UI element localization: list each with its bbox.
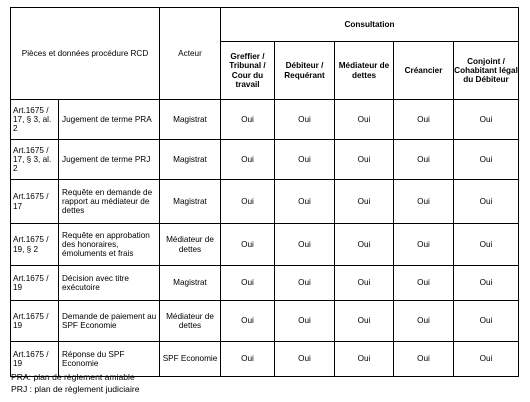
table-row <box>11 100 519 140</box>
piece-cell: Requête en demande de rapport au médiateur de dettes <box>59 180 160 224</box>
table-row <box>11 140 519 180</box>
consultation-value-cell: Oui <box>394 180 454 224</box>
acteur-cell: Magistrat <box>160 100 221 140</box>
piece-cell: Requête en approbation des honoraires, émoluments et frais <box>59 224 160 266</box>
article-cell: Art.1675 / 17 <box>11 180 59 224</box>
consultation-value-cell: Oui <box>221 301 275 342</box>
footnote-prj: PRJ : plan de règlement judiciaire <box>11 384 140 394</box>
consultation-value-cell: Oui <box>221 100 275 140</box>
table-row <box>11 224 519 266</box>
consultation-table <box>10 7 519 377</box>
col-header-conjoint: Conjoint / Cohabitant légal du Débiteur <box>454 42 519 100</box>
consultation-value-cell: Oui <box>335 100 394 140</box>
table-row <box>11 301 519 342</box>
consultation-value-cell: Oui <box>454 301 519 342</box>
piece-cell: Jugement de terme PRA <box>59 100 160 140</box>
acteur-cell: Magistrat <box>160 180 221 224</box>
acteur-cell: Magistrat <box>160 266 221 301</box>
article-cell: Art.1675 / 19 <box>11 266 59 301</box>
article-cell: Art.1675 / 17, § 3, al. 2 <box>11 140 59 180</box>
consultation-value-cell: Oui <box>275 301 335 342</box>
consultation-value-cell: Oui <box>454 224 519 266</box>
article-cell: Art.1675 / 19 <box>11 342 59 377</box>
consultation-value-cell: Oui <box>394 140 454 180</box>
col-header-mediateur: Médiateur de dettes <box>335 42 394 100</box>
consultation-value-cell: Oui <box>454 140 519 180</box>
consultation-value-cell: Oui <box>221 180 275 224</box>
article-cell: Art.1675 / 19 <box>11 301 59 342</box>
consultation-value-cell: Oui <box>454 266 519 301</box>
consultation-value-cell: Oui <box>275 342 335 377</box>
acteur-cell: Magistrat <box>160 140 221 180</box>
consultation-value-cell: Oui <box>335 301 394 342</box>
header-pieces: Pièces et données procédure RCD <box>11 8 160 100</box>
consultation-value-cell: Oui <box>454 342 519 377</box>
piece-cell: Demande de paiement au SPF Economie <box>59 301 160 342</box>
consultation-value-cell: Oui <box>221 342 275 377</box>
col-header-creancier: Créancier <box>394 42 454 100</box>
consultation-value-cell: Oui <box>275 100 335 140</box>
consultation-value-cell: Oui <box>275 266 335 301</box>
header-consultation: Consultation <box>221 8 519 42</box>
consultation-value-cell: Oui <box>394 301 454 342</box>
col-header-greffier: Greffier / Tribunal / Cour du travail <box>221 42 275 100</box>
consultation-value-cell: Oui <box>335 140 394 180</box>
header-acteur: Acteur <box>160 8 221 100</box>
consultation-value-cell: Oui <box>394 100 454 140</box>
consultation-value-cell: Oui <box>335 342 394 377</box>
consultation-value-cell: Oui <box>335 180 394 224</box>
col-header-debiteur: Débiteur / Requérant <box>275 42 335 100</box>
table-row <box>11 180 519 224</box>
consultation-value-cell: Oui <box>221 224 275 266</box>
acteur-cell: Médiateur de dettes <box>160 224 221 266</box>
consultation-value-cell: Oui <box>454 180 519 224</box>
article-cell: Art.1675 / 19, § 2 <box>11 224 59 266</box>
acteur-cell: Médiateur de dettes <box>160 301 221 342</box>
consultation-value-cell: Oui <box>394 266 454 301</box>
table-body <box>11 100 519 377</box>
consultation-value-cell: Oui <box>394 342 454 377</box>
consultation-value-cell: Oui <box>275 180 335 224</box>
consultation-value-cell: Oui <box>454 100 519 140</box>
acteur-cell: SPF Economie <box>160 342 221 377</box>
consultation-value-cell: Oui <box>335 224 394 266</box>
piece-cell: Décision avec titre exécutoire <box>59 266 160 301</box>
piece-cell: Jugement de terme PRJ <box>59 140 160 180</box>
consultation-value-cell: Oui <box>221 266 275 301</box>
consultation-value-cell: Oui <box>221 140 275 180</box>
consultation-value-cell: Oui <box>275 224 335 266</box>
table-row <box>11 266 519 301</box>
consultation-value-cell: Oui <box>275 140 335 180</box>
consultation-value-cell: Oui <box>335 266 394 301</box>
footnote-pra: PRA: plan de règlement amiable <box>11 372 135 382</box>
piece-cell: Réponse du SPF Economie <box>59 342 160 377</box>
consultation-value-cell: Oui <box>394 224 454 266</box>
article-cell: Art.1675 / 17, § 3, al. 2 <box>11 100 59 140</box>
table-header <box>11 8 519 100</box>
